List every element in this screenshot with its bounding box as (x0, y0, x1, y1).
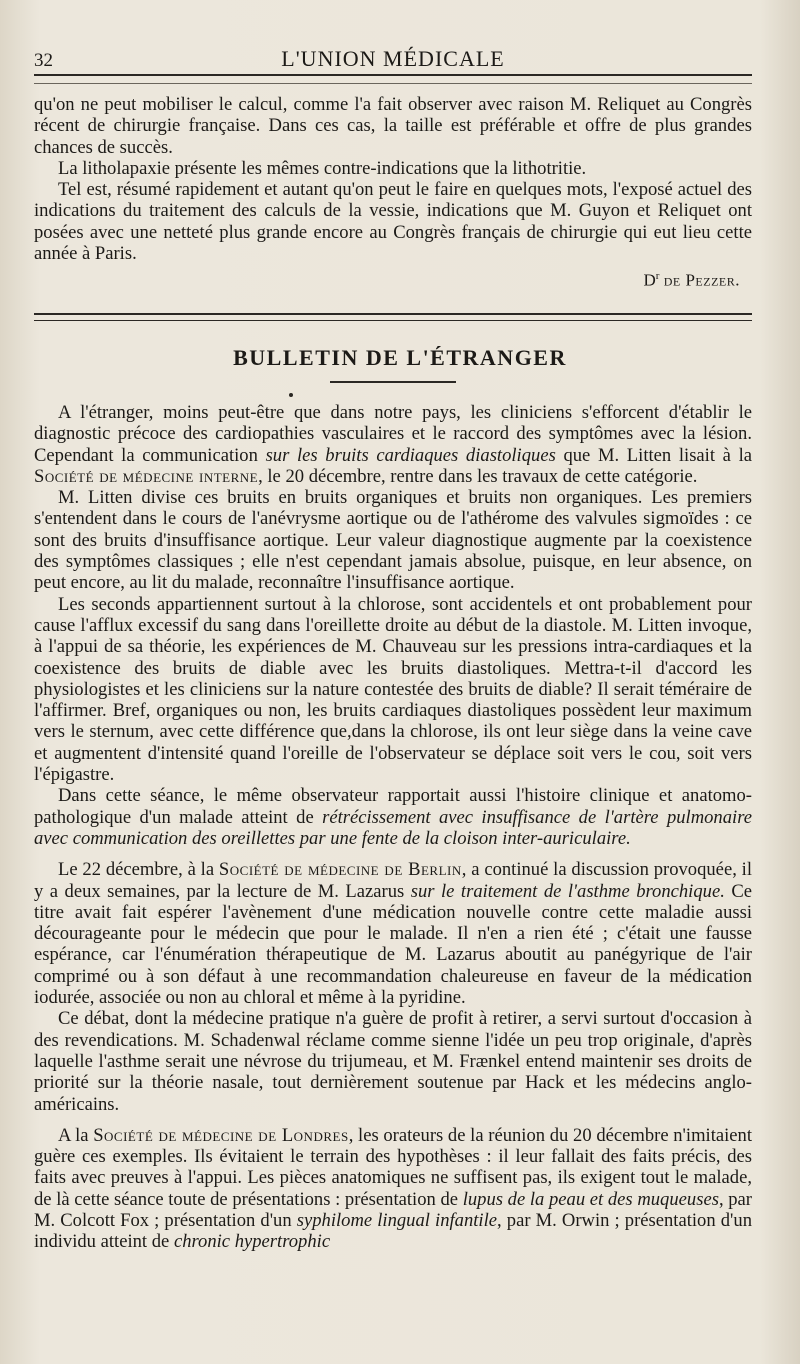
p4-text-a: Dans cette séance, le même observateur rapportait aussi l'histoire clinique et anatomo-pathologique d'un malade atteint de (34, 785, 752, 828)
page-number: 32 (34, 50, 53, 71)
intro-paragraph-3: Tel est, résumé rapidement et autant qu'on peut le faire en quelques mots, l'exposé actuel des indications du traitement des calculs de la vessie, indications que M. Guyon et Reliquet ont posées avec une netteté plus grande encore au Congrès français de chirurgie qui eut lieu cette année à Paris. (34, 179, 752, 265)
section-rule-top (34, 313, 752, 315)
header-rule-thin (34, 83, 752, 84)
bulletin-paragraph-5 (34, 859, 752, 1008)
signature-superscript: r (655, 270, 660, 282)
ornament-dot (289, 393, 293, 397)
p5-text-c: Ce titre avait fait espérer l'avènement d'une médication nouvelle contre cette maladie aussi décourageante pour le médecin que pour le malade. Il n'en a rien été ; c'était une fausse espérance, car l'énumération thérapeutique de M. Lazarus aboutit au panégyrique de l'air comprimé ou à son défaut à une recommandation chaleureuse en faveur de la médication iodurée, associée ou non au chloral et même à la pyridine. (34, 880, 753, 1009)
bulletin-paragraph-7 (34, 1125, 752, 1253)
p7-text-c: , par M. Colcott Fox ; présentation d'un (34, 1188, 752, 1231)
intro-text (34, 94, 752, 264)
section-title: BULLETIN DE L'ÉTRANGER (233, 345, 567, 370)
p1-text-b: que M. Litten lisait à la (555, 444, 752, 466)
title-underline (330, 381, 456, 383)
p1-society: Société de médecine interne (34, 465, 259, 487)
p5-italic: sur le traitement de l'asthme bronchique. (410, 880, 725, 902)
p7-italic-1: lupus de la peau et des muqueuses (462, 1188, 719, 1210)
intro-paragraph-2: La litholapaxie présente les mêmes contre-indications que la lithotritie. (58, 157, 587, 179)
signature (644, 270, 740, 291)
p5-society: Société de médecine de Berlin (218, 859, 462, 881)
bulletin-paragraph-4 (34, 785, 752, 849)
bulletin-paragraph-6: Ce débat, dont la médecine pratique n'a guère de profit à retirer, a servi surtout d'occasion à des revendications. M. Schadenwal réclame comme sienne l'idée un peu trop originale, d'après laquelle l'asthme serait une névrose du trijumeau, et M. Frænkel entend maintenir ses droits de priorité sur la théorie nasale, tout dernièrement soutenue par Hack et les médecins anglo-américains. (34, 1008, 752, 1115)
p4-italic: rétrécissement avec insuffisance de l'artère pulmonaire avec communication des oreillettes par une fente de la cloison inter-auriculaire. (34, 806, 752, 849)
bulletin-paragraph-2: M. Litten divise ces bruits en bruits organiques et bruits non organiques. Les premiers s'entendent dans le cours de l'anévrysme aortique ou de l'athérome des valvules sigmoïdes : ce sont des bruits d'insuffisance aortique. Leur valeur diagnostique augmente par la coexistence des symptômes classiques ; elle n'est cependant jamais absolue, puisque, en leur absence, on peut encore, au lit du malade, reconnaître l'insuffisance aortique. (34, 487, 752, 594)
bulletin-text (34, 402, 752, 1253)
p7-italic-3: chronic hypertrophic (173, 1231, 331, 1253)
p7-text-a: A la (58, 1124, 94, 1146)
p5-text-a: Le 22 décembre, à la (58, 859, 219, 881)
journal-title: L'UNION MÉDICALE (281, 46, 505, 71)
signature-prefix: D (643, 270, 656, 290)
p1-text-c: , le 20 décembre, rentre dans les travaux de cette catégorie. (258, 465, 698, 487)
p7-text-d: , par M. Orwin ; présentation d'un individu atteint de (34, 1209, 752, 1253)
section-rule-bottom (34, 320, 752, 321)
header-rule (34, 74, 752, 76)
p1-italic: sur les bruits cardiaques diastoliques (265, 444, 556, 466)
page-header (34, 44, 752, 70)
bulletin-paragraph-1 (34, 402, 752, 487)
p7-italic-2: syphilome lingual infantile (296, 1209, 498, 1231)
p5-text-b: , a continué la discussion provoquée, il y a deux semaines, par la lecture de M. Lazarus (34, 859, 752, 902)
intro-paragraph-1: qu'on ne peut mobiliser le calcul, comme l'a fait observer avec raison M. Reliquet au Congrès récent de chirurgie française. Dans ces cas, la taille est préférable et offre de plus grandes chances de succès. (34, 94, 752, 158)
p7-text-b: , les orateurs de la réunion du 20 décembre n'imitaient guère ces exemples. Ils évitaient le terrain des hypothèses : il leur fallait des faits précis, des faits avec preuves à l'appui. Les pièces anatomiques ne suffisent pas, ils exigent tout le malade, de là cette séance toute de présentations : présentation de (34, 1124, 753, 1210)
bulletin-paragraph-3: Les seconds appartiennent surtout à la chlorose, sont accidentels et ont probablement pour cause l'afflux excessif du sang dans l'oreillette droite au début de la diastole. M. Litten invoque, à l'appui de sa théorie, les expériences de M. Chauveau sur les pressions intra-cardiaques et la coexistence des bruits de diable avec les bruits diastoliques. Mettra-t-il d'accord les physiologistes et les cliniciens sur la nature contestée des bruits de diable? Il serait téméraire de l'affirmer. Bref, organiques ou non, les bruits cardiaques diastoliques possèdent leur maximum vers le sternum, avec cette différence que,dans la chlorose, ils ont leur siège dans la veine cave et augmentent d'intensité quand l'oreille de l'observateur se déplace soit vers le cou, soit vers l'épigastre. (34, 593, 752, 786)
p1-text-a: A l'étranger, moins peut-être que dans notre pays, les cliniciens s'efforcent d'établir le diagnostic précoce des cardiopathies vasculaires et le raccord des symptômes avec la lésion. Cependant la communication (34, 402, 752, 466)
signature-name: de Pezzer. (663, 270, 740, 290)
p7-society: Société de médecine de Londres (93, 1124, 349, 1146)
